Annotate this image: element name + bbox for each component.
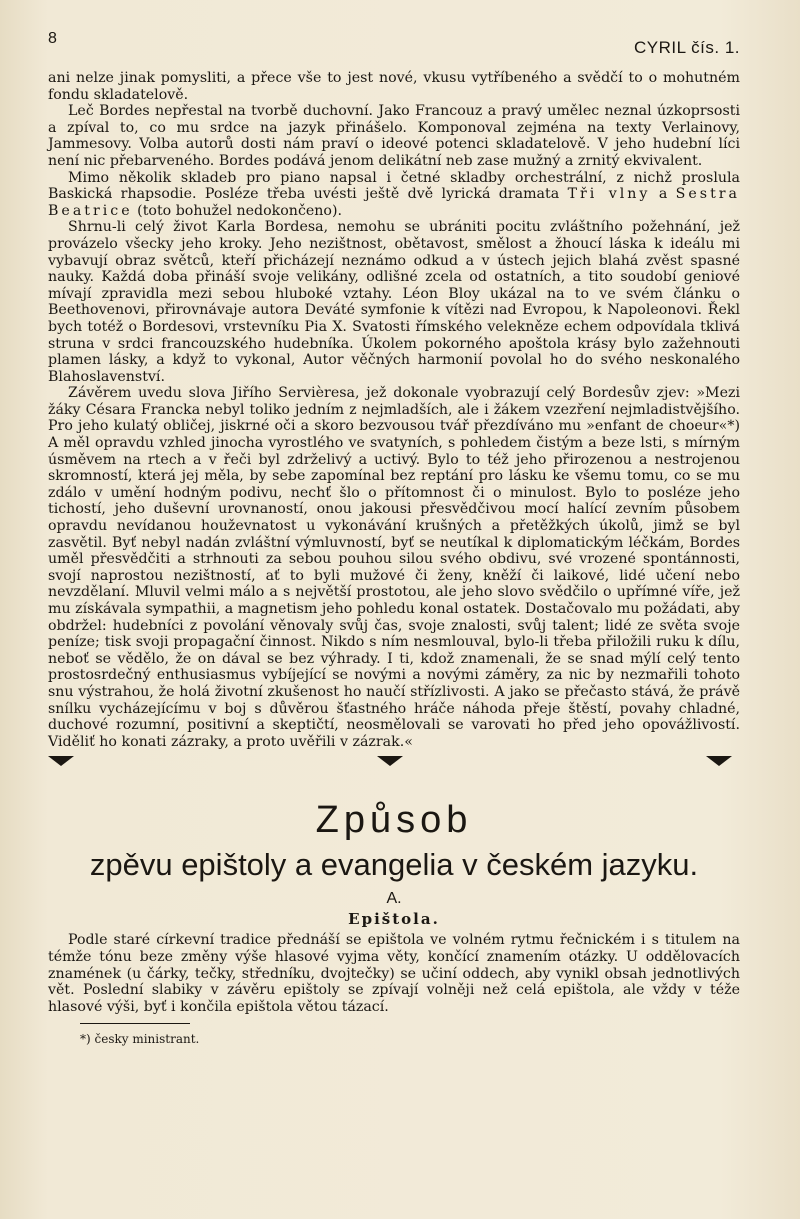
paragraph-3-text-b: a xyxy=(650,186,676,203)
section-subheading: Epištola. xyxy=(348,910,440,929)
ornament-arrows xyxy=(48,756,740,772)
drama-title-1: Tři vlny xyxy=(567,186,651,203)
arrow-down-icon xyxy=(706,756,732,766)
section-title-line-1: Způsob xyxy=(315,799,473,842)
paragraph-3-text-c: (toto bohužel nedokončeno). xyxy=(132,202,343,219)
article-body xyxy=(48,70,740,750)
arrow-down-icon xyxy=(377,756,403,766)
arrow-down-icon xyxy=(48,756,74,766)
page-header xyxy=(48,30,740,70)
section-paragraph: Podle staré církevní tradice přednáší se epištola ve volném rytmu řečnickém i s titulem na témže tónu beze změny výše hlasové vyjma věty, končící znamením otázky. U oddělovacích znamének (u čárky, tečky, středníku, dvojtečky) se učiní oddech, aby vynikl obsah jednotlivých vět. Poslední slabiky v závěru epištoly se zpívají volněji než celá epištola, ale vždy v téže hlasové výši, byť i končila epištola větou tázací. xyxy=(48,932,740,1015)
footnote: *) česky ministrant. xyxy=(80,1032,200,1047)
paragraph-2: Leč Bordes nepřestal na tvorbě duchovní. Jako Francouz a pravý umělec neznal úzkoprsosti a zpíval to, co mu srdce na jazyk přinášelo. Komponoval zejména na texty Verlainovy, Jammesovy. Volba autorů dosti nám praví o ideové potenci skladatelově. V jeho hudební líci není nic přebarveného. Bordes podává jenom delikátní neb zase mužný a zrnitý ekvivalent. xyxy=(48,103,740,169)
page-number: 8 xyxy=(48,30,57,47)
section-letter: A. xyxy=(386,890,402,908)
drama-title-2: Sestra Beatrice xyxy=(48,186,741,219)
paragraph-1: ani nelze jinak pomysliti, a přece vše to jest nové, vkusu vytříbeného a svědčí to o mohutném fondu skladatelově. xyxy=(48,70,740,103)
section-body xyxy=(48,932,740,1015)
paragraph-4: Shrnu-li celý život Karla Bordesa, nemohu se ubrániti pocitu zvláštního požehnání, jež provázelo všecky jeho kroky. Jeho nezištnost, obětavost, smělost a žhoucí láska k ideálu mi vybavují obraz světců, kteří přicházejí neznámo odkud a v ústech jejich blahá zvěst spasné nauky. Každá doba přináší svoje velikány, odlišné zcela od ostatních, a tito soudobí geniové mívají zpravidla mezi sebou hluboké vztahy. Léon Bloy ukázal na to ve svém článku o Beethovenovi, přirovnávaje autora Deváté symfonie k vítězi nad Evropou, k Napoleonovi. Řekl bych totéž o Bordesovi, vrstevníku Pia X. Svatosti římského velekněze echem odpovídala tklivá struna v srdci francouzského hudebníka. Úkolem pokorného apoštola krásy bylo zažehnouti plamen lásky, a když to vykonal, Autor věčných harmonií povolal ho do svého neskonalého Blahoslavenství. xyxy=(48,219,740,385)
paragraph-3-text-a: Mimo několik skladeb pro piano napsal i četné skladby orchestrální, z nichž proslula Baskická rhapsodie. Posléze třeba uvésti ještě dvě lyrická dramata xyxy=(48,169,740,203)
running-title: CYRIL čís. 1. xyxy=(633,38,740,57)
paragraph-3 xyxy=(48,170,740,220)
section-title-line-2: zpěvu epištoly a evangelia v českém jazyku. xyxy=(89,847,699,883)
paragraph-5: Závěrem uvedu slova Jiřího Servièresa, jež dokonale vyobrazují celý Bordesův zjev: »Mezi žáky Césara Francka nebyl toliko jedním z nejmladších, ale i žákem vzezření nejmladistvějšího. Pro jeho kulatý obličej, jiskrné oči a skoro bezvousou tvář přezdíváno mu »enfant de choeur«*) A měl opravdu vzhled jinocha vyrostlého ve svatyních, s pohledem čistým a beze lsti, s mírným úsměvem na rtech a v řeči byl zdrželivý a uctivý. Bylo to též jeho přirozenou a nestrojenou skromností, která jej měla, by sebe zapomínal bez reptání pro lásku ke všemu tomu, co se mu zdálo v umění hodným podivu, nechť šlo o přítomnost či o minulost. Bylo to posléze jeho tichostí, jeho duševní urovnaností, onou jakousi přesvědčivou mocí halící zevním působem opravdu nevídanou houževnatost u vykonávání krušných a přetěžkých úkolů, jimž se byl zasvětil. Byť nebyl nadán zvláštní výmluvností, byť se neutíkal k diplomatickým léčkám, Bordes uměl přesvědčiti a strhnouti za sebou pouhou silou svého obdivu, své vrozené spontánnosti, svojí naprostou nezištností, ať to byli mužové či ženy, kněží či laikové, lidé učení nebo nevzdělaní. Mluvil velmi málo a s největší prostotou, ale jeho slovo svědčilo o upřímné víře, jež mu získávala sympathii, a magnetism jeho pohledu konal ostatek. Dostačovalo mu požádati, aby obdržel: hudebníci z povolání věnovaly svůj čas, svoje znalosti, svůj talent; lidé ze světa svoje peníze; tisk svoji propagační činnost. Nikdo s ním nesmlouval, bylo-li třeba přiložili ruku k dílu, neboť se vědělo, že on dával se bez výhrady. I ti, kdož znamenali, že se snad mýlí celý tento prostosrdečný enthusiasmus vybíjející se novými a novými záměry, za nic by nezmařili tohoto snu výstrahou, že holá životní zkušenost ho naučí střízlivosti. A jako se přečasto stává, že právě snílku vycházejícímu v boj s důvěrou šťastného hráče náhoda přeje štěstí, povahy chladné, duchové rozumní, positivní a skeptičtí, neosmělovali se varovati ho před jeho opovážlivostí. Viděliť ho konati zázraky, a proto uvěřili v zázrak.« xyxy=(48,385,740,750)
footnote-rule xyxy=(80,1023,190,1024)
